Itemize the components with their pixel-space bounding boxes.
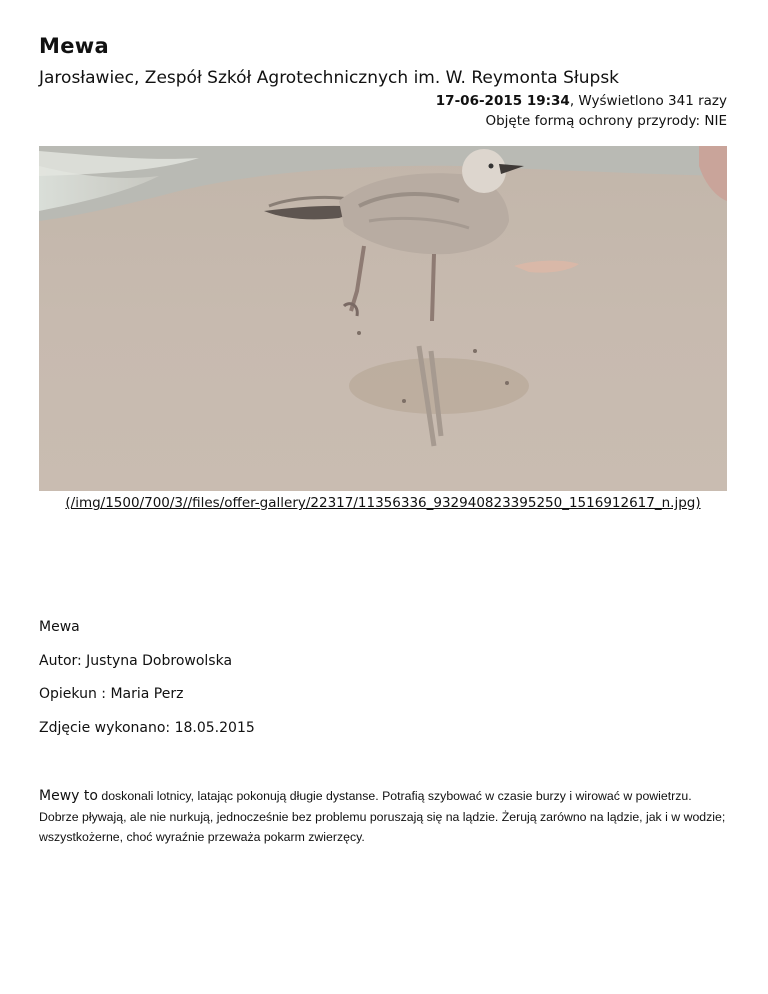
post-date: 17-06-2015 19:34 bbox=[435, 93, 570, 109]
seagull-photo bbox=[39, 146, 727, 491]
page-title: Mewa bbox=[39, 34, 109, 58]
protection-status: Objęte formą ochrony przyrody: NIE bbox=[485, 113, 727, 129]
description-paragraph bbox=[39, 786, 729, 848]
view-count: , Wyświetlono 341 razy bbox=[569, 93, 727, 109]
photo-name: Mewa bbox=[39, 619, 80, 635]
description-body: doskonali lotnicy, latając pokonują długie dystanse. Potrafią szybować w czasie burzy i wirować w powietrzu. Dobrze pływają, ale nie nurkują, jednocześnie bez problemu poruszają się na lądzie. Żerują zarówno na lądzie, jak i w wodzie; wszystkożerne, choć wyraźnie przeważa pokarm zwierzęcy. bbox=[39, 789, 726, 844]
image-link[interactable]: (/img/1500/700/3//files/offer-gallery/22317/11356336_932940823395250_1516912617_n.jpg) bbox=[65, 495, 701, 511]
meta-info bbox=[436, 91, 727, 131]
author-text: Autor: Justyna Dobrowolska bbox=[39, 653, 233, 669]
guardian-text: Opiekun : Maria Perz bbox=[39, 686, 184, 702]
location-text: Jarosławiec, Zespół Szkół Agrotechnicznych im. W. Reymonta Słupsk bbox=[39, 68, 620, 88]
description-lead: Mewy to bbox=[39, 788, 98, 804]
photo-date-text: Zdjęcie wykonano: 18.05.2015 bbox=[39, 720, 255, 736]
